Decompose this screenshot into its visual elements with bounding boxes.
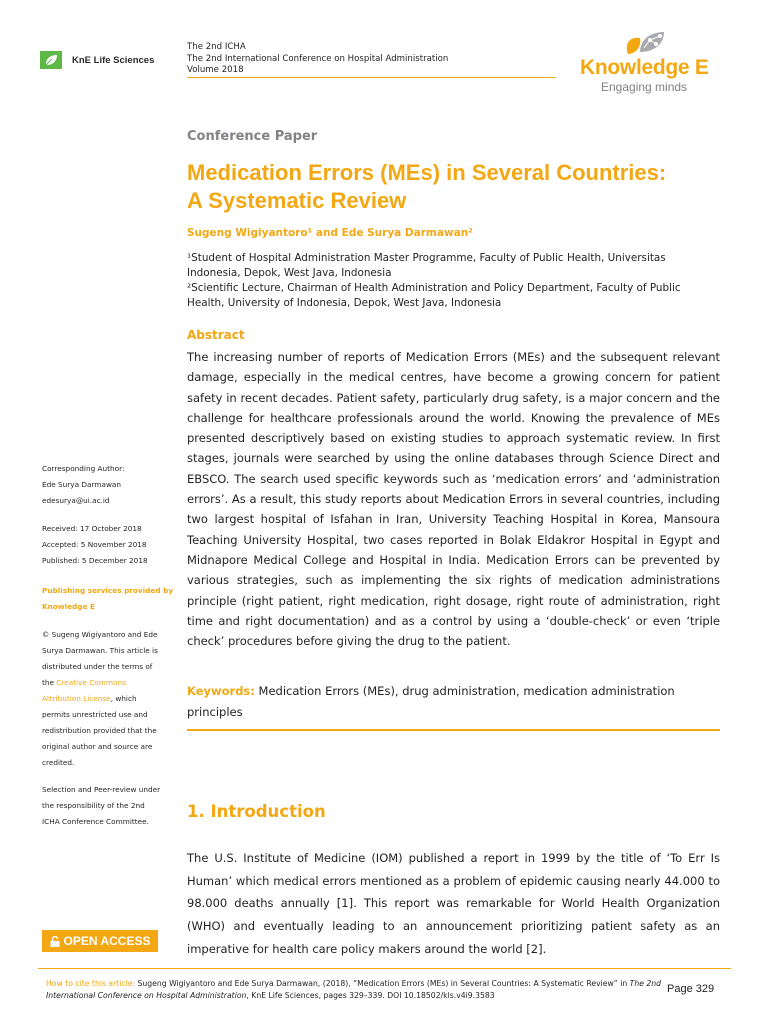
keywords-text: Medication Errors (MEs), drug administration, medication administration principles — [187, 684, 675, 719]
published-date: Published: 5 December 2018 — [42, 556, 148, 565]
attribution-license-link[interactable]: Attribution License — [42, 694, 111, 703]
paper-title — [187, 159, 720, 215]
paper-title-line: Medication Errors (MEs) in Several Countries: — [187, 160, 667, 185]
peer-review-line: ICHA Conference Committee. — [42, 817, 149, 826]
license-line: redistribution provided that the — [42, 726, 157, 735]
paper-type: Conference Paper — [187, 129, 318, 144]
license-line: credited. — [42, 758, 75, 767]
affiliations — [187, 251, 720, 311]
license-text: the — [42, 678, 57, 687]
citation — [46, 978, 666, 1001]
logo-tagline: Engaging minds — [601, 80, 688, 94]
paper-authors: Sugeng Wigiyantoro¹ and Ede Surya Darmawan² — [187, 227, 473, 239]
corresponding-author-name: Ede Surya Darmawan — [42, 480, 122, 489]
license-line: Surya Darmawan. This article is — [42, 646, 158, 655]
knowledge-e-logo — [574, 26, 718, 98]
footer-divider — [38, 968, 731, 969]
leaf-circuit-icon — [618, 28, 674, 58]
keywords — [187, 681, 720, 722]
keywords-divider — [187, 729, 720, 731]
leaf-icon — [38, 49, 64, 71]
license-line: © Sugeng Wigiyantoro and Ede — [42, 630, 158, 639]
license-line — [42, 691, 177, 707]
corresponding-author-email[interactable]: edesurya@ui.ac.id — [42, 496, 110, 505]
publisher-badge-label: KnE Life Sciences — [72, 54, 155, 66]
citation-text: Sugeng Wigiyantoro and Ede Surya Darmawan, (2018), “Medication Errors (MEs) in Several Countries: A Systematic Review” in — [135, 979, 630, 988]
citation-text: , KnE Life Sciences, pages 329–339. DOI 10.18502/kls.v4i9.3583 — [246, 990, 495, 1000]
license-line: original author and source are — [42, 742, 153, 751]
citation-label: How to cite this article: — [46, 979, 136, 988]
accepted-date: Accepted: 5 November 2018 — [42, 540, 147, 549]
license-block — [42, 627, 177, 771]
peer-review-line: the responsibility of the 2nd — [42, 801, 145, 810]
peer-review-block — [42, 782, 177, 830]
license-text: , which — [110, 694, 137, 703]
license-line: distributed under the terms of — [42, 662, 153, 671]
conference-short: The 2nd ICHA — [187, 42, 246, 52]
conference-volume: Volume 2018 — [187, 65, 244, 75]
keywords-label: Keywords: — [187, 684, 255, 698]
conference-full: The 2nd International Conference on Hospital Administration — [187, 53, 449, 64]
dates-block — [42, 521, 177, 569]
peer-review-line: Selection and Peer-review under — [42, 785, 161, 794]
creative-commons-link[interactable]: Creative Commons — [56, 678, 126, 687]
abstract-text: The increasing number of reports of Medication Errors (MEs) and the subsequent relevant damage, especially in the medical centres, have become a growing concern for patient safety in recent decades. Patient safety, particularly drug safety, is a major concern and the challenge for healthcare professionals around the world. Knowing the prevalence of MEs presented descriptively based on existing studies to approach systematic review. In first stages, journals were searched by using the online databases through Science Direct and EBSCO. The search used specific keywords such as ‘medication errors’ and ‘administration errors’. As a result, this study reports about Medication Errors in several countries, including two largest hospital of Isfahan in Iran, University Teaching Hospital in Korea, Mansoura Teaching University Hospital, two cases reported in Bolak Eldakror Hospital in Egypt and Midnapore Medical College and Hospital in India. Medication Errors can be prevented by various strategies, such as implementing the six rights of medication administrations principle (right patient, right medication, right dosage, right route of administration, right time and right documentation) and as a control by using a ‘double-check’ or even ‘triple check’ procedures before giving the drug to the patient. — [187, 350, 720, 649]
header-divider — [187, 77, 556, 78]
corresponding-author-label: Corresponding Author: — [42, 464, 125, 473]
citation-journal: The 2nd International Conference on Hospital Administration — [46, 979, 662, 1000]
publishing-services-block — [42, 583, 177, 615]
corresponding-author-block — [42, 461, 177, 509]
open-access-label: OPEN ACCESS — [63, 934, 151, 948]
open-lock-icon — [50, 936, 60, 947]
logo-name: Knowledge E — [580, 56, 709, 79]
kne-life-sciences-badge — [38, 49, 172, 71]
page-number: Page 329 — [667, 983, 715, 995]
open-access-badge — [42, 930, 158, 952]
paper-title-line: A Systematic Review — [187, 188, 407, 213]
introduction-heading: 1. Introduction — [187, 802, 326, 821]
affiliation-2: ²Scientific Lecture, Chairman of Health Administration and Policy Department, Faculty of Public Health, University of Indonesia, Depok, West Java, Indonesia — [187, 282, 681, 309]
conference-info — [187, 42, 448, 77]
license-line: permits unrestricted use and — [42, 710, 148, 719]
received-date: Received: 17 October 2018 — [42, 524, 142, 533]
publishing-services-name: Knowledge E — [42, 602, 95, 611]
affiliation-1: ¹Student of Hospital Administration Master Programme, Faculty of Public Health, Universitas Indonesia, Depok, West Java, Indonesia — [187, 252, 666, 279]
introduction-text: The U.S. Institute of Medicine (IOM) published a report in 1999 by the title of ‘To Err Is Human’ which medical errors mentioned as a problem of epidemic causing nearly 44.000 to 98.000 deaths annually [1]. This report was remarkable for World Health Organization (WHO) and eventually leading to an announcement prioritizing patient safety as an imperative for health care policy makers around the world [2]. — [187, 851, 720, 956]
license-line — [42, 675, 177, 691]
publishing-services-label: Publishing services provided by — [42, 586, 174, 595]
abstract-heading: Abstract — [187, 328, 245, 342]
